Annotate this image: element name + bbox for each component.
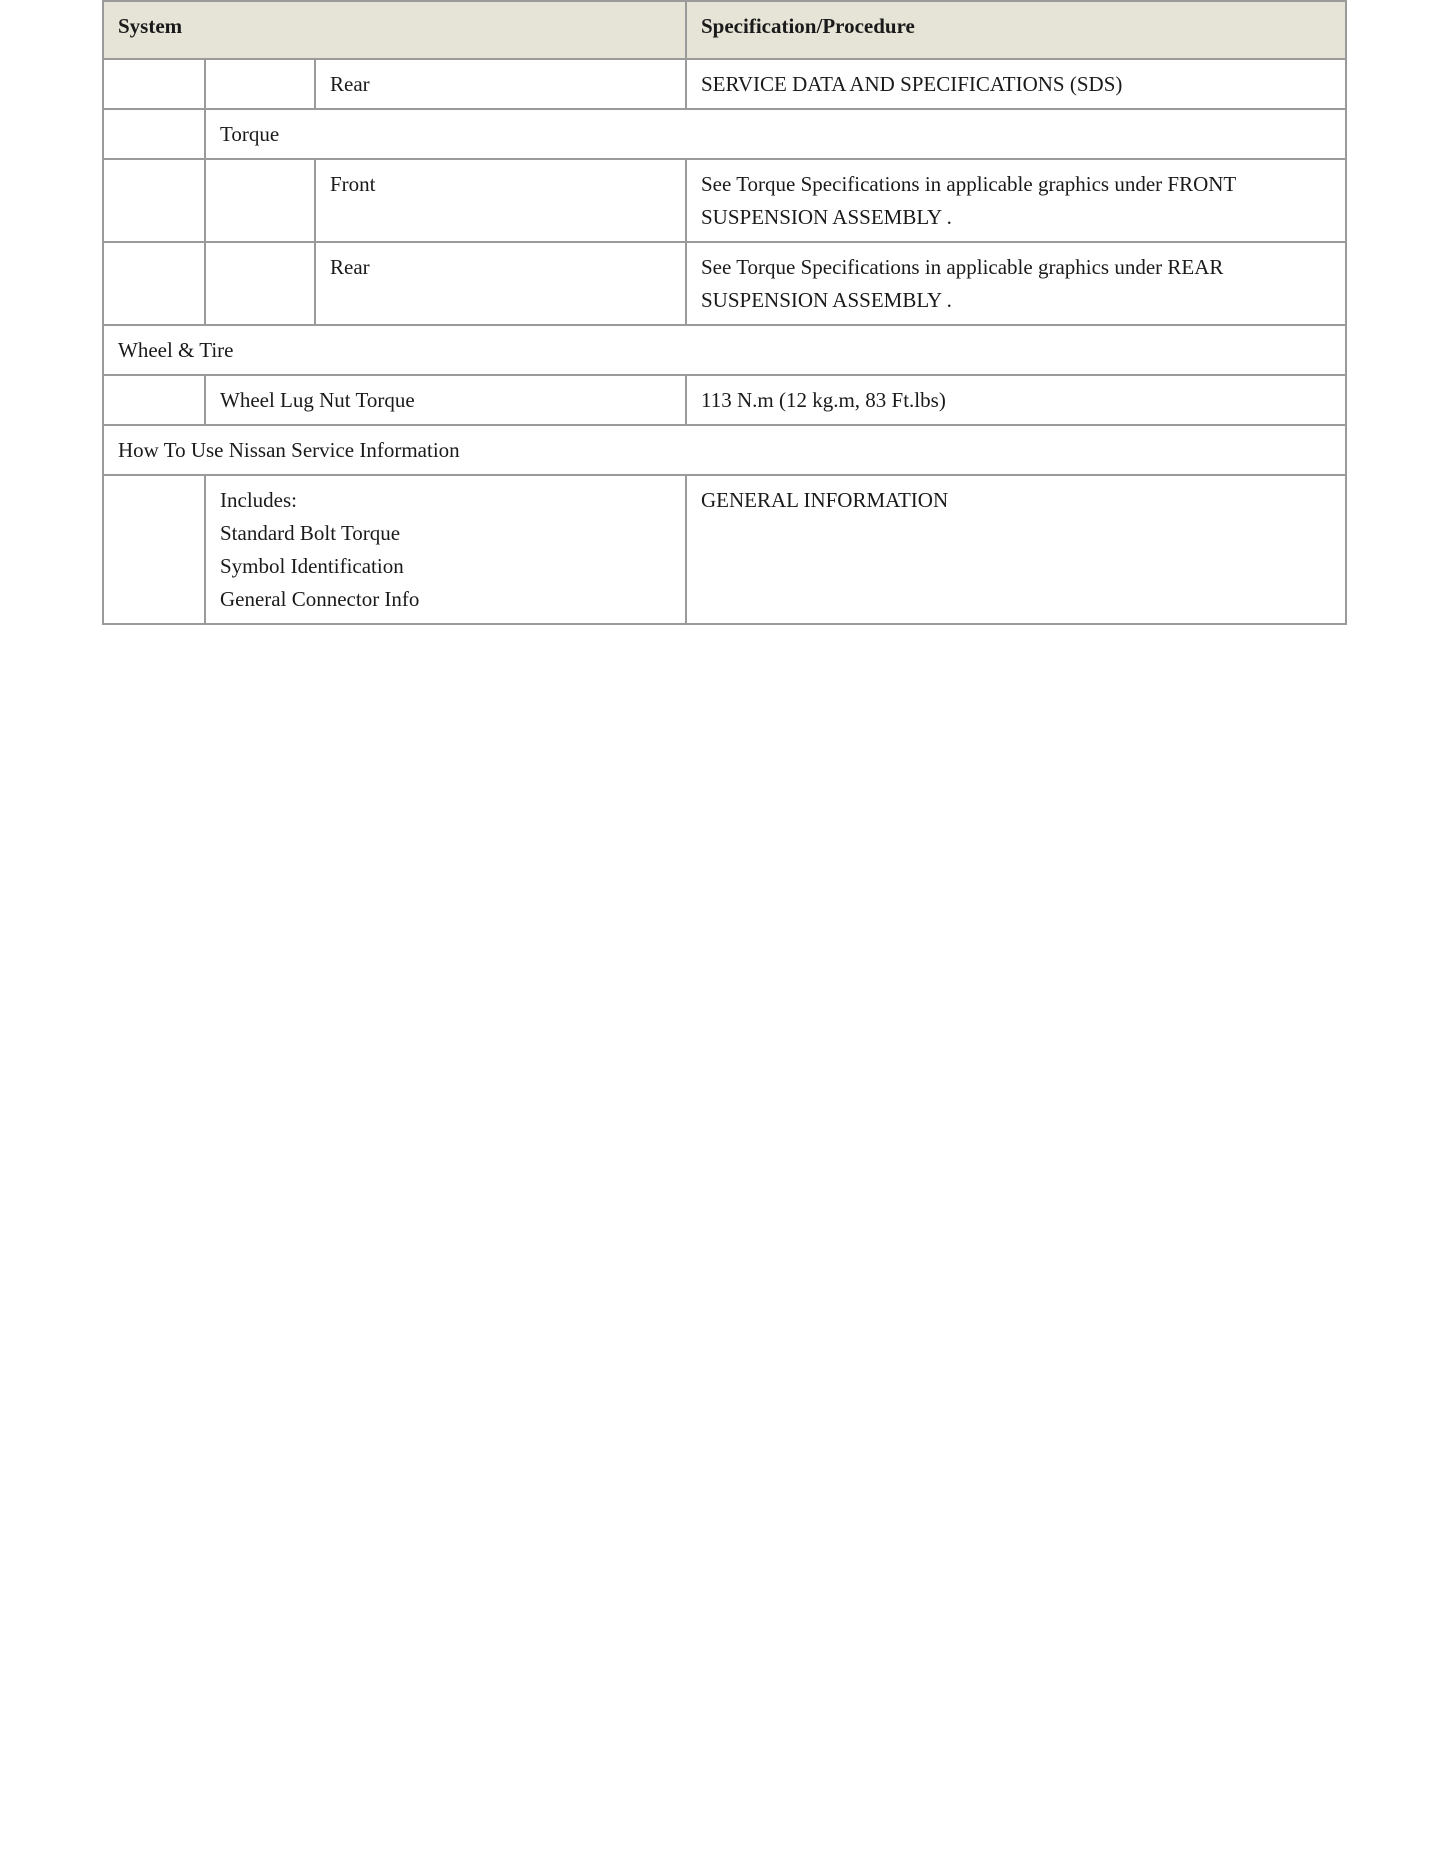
indent-cell — [103, 159, 205, 242]
spec-value — [686, 242, 1346, 325]
system-label: Wheel Lug Nut Torque — [205, 375, 686, 425]
list-item: Includes: — [220, 488, 297, 512]
system-label: Rear — [315, 242, 686, 325]
table-row — [103, 425, 1346, 475]
spec-line: See Torque Specifications in applicable graphics under FRONT — [701, 172, 1237, 196]
table-row — [103, 159, 1346, 242]
spec-line: See Torque Specifications in applicable graphics under REAR — [701, 255, 1224, 279]
table-row — [103, 475, 1346, 624]
table-row — [103, 59, 1346, 109]
section-label: How To Use Nissan Service Information — [103, 425, 1346, 475]
spec-line: SUSPENSION ASSEMBLY . — [701, 288, 952, 312]
indent-cell — [103, 109, 205, 159]
spec-value: 113 N.m (12 kg.m, 83 Ft.lbs) — [686, 375, 1346, 425]
section-label: Torque — [205, 109, 1346, 159]
spec-column-header: Specification/Procedure — [686, 1, 1346, 59]
table-row — [103, 109, 1346, 159]
table-row — [103, 375, 1346, 425]
indent-cell — [205, 59, 315, 109]
indent-cell — [103, 59, 205, 109]
spec-value: SERVICE DATA AND SPECIFICATIONS (SDS) — [686, 59, 1346, 109]
table-row — [103, 325, 1346, 375]
indent-cell — [205, 159, 315, 242]
section-label: Wheel & Tire — [103, 325, 1346, 375]
spec-value: GENERAL INFORMATION — [686, 475, 1346, 624]
list-item: General Connector Info — [220, 587, 420, 611]
system-column-header: System — [103, 1, 686, 59]
table-header-row — [103, 1, 1346, 59]
specification-table — [102, 0, 1347, 625]
indent-cell — [205, 242, 315, 325]
spec-line: SUSPENSION ASSEMBLY . — [701, 205, 952, 229]
spec-value — [686, 159, 1346, 242]
indent-cell — [103, 242, 205, 325]
indent-cell — [103, 475, 205, 624]
table-row — [103, 242, 1346, 325]
indent-cell — [103, 375, 205, 425]
includes-list — [205, 475, 686, 624]
list-item: Symbol Identification — [220, 554, 404, 578]
system-label: Rear — [315, 59, 686, 109]
list-item: Standard Bolt Torque — [220, 521, 401, 545]
system-label: Front — [315, 159, 686, 242]
